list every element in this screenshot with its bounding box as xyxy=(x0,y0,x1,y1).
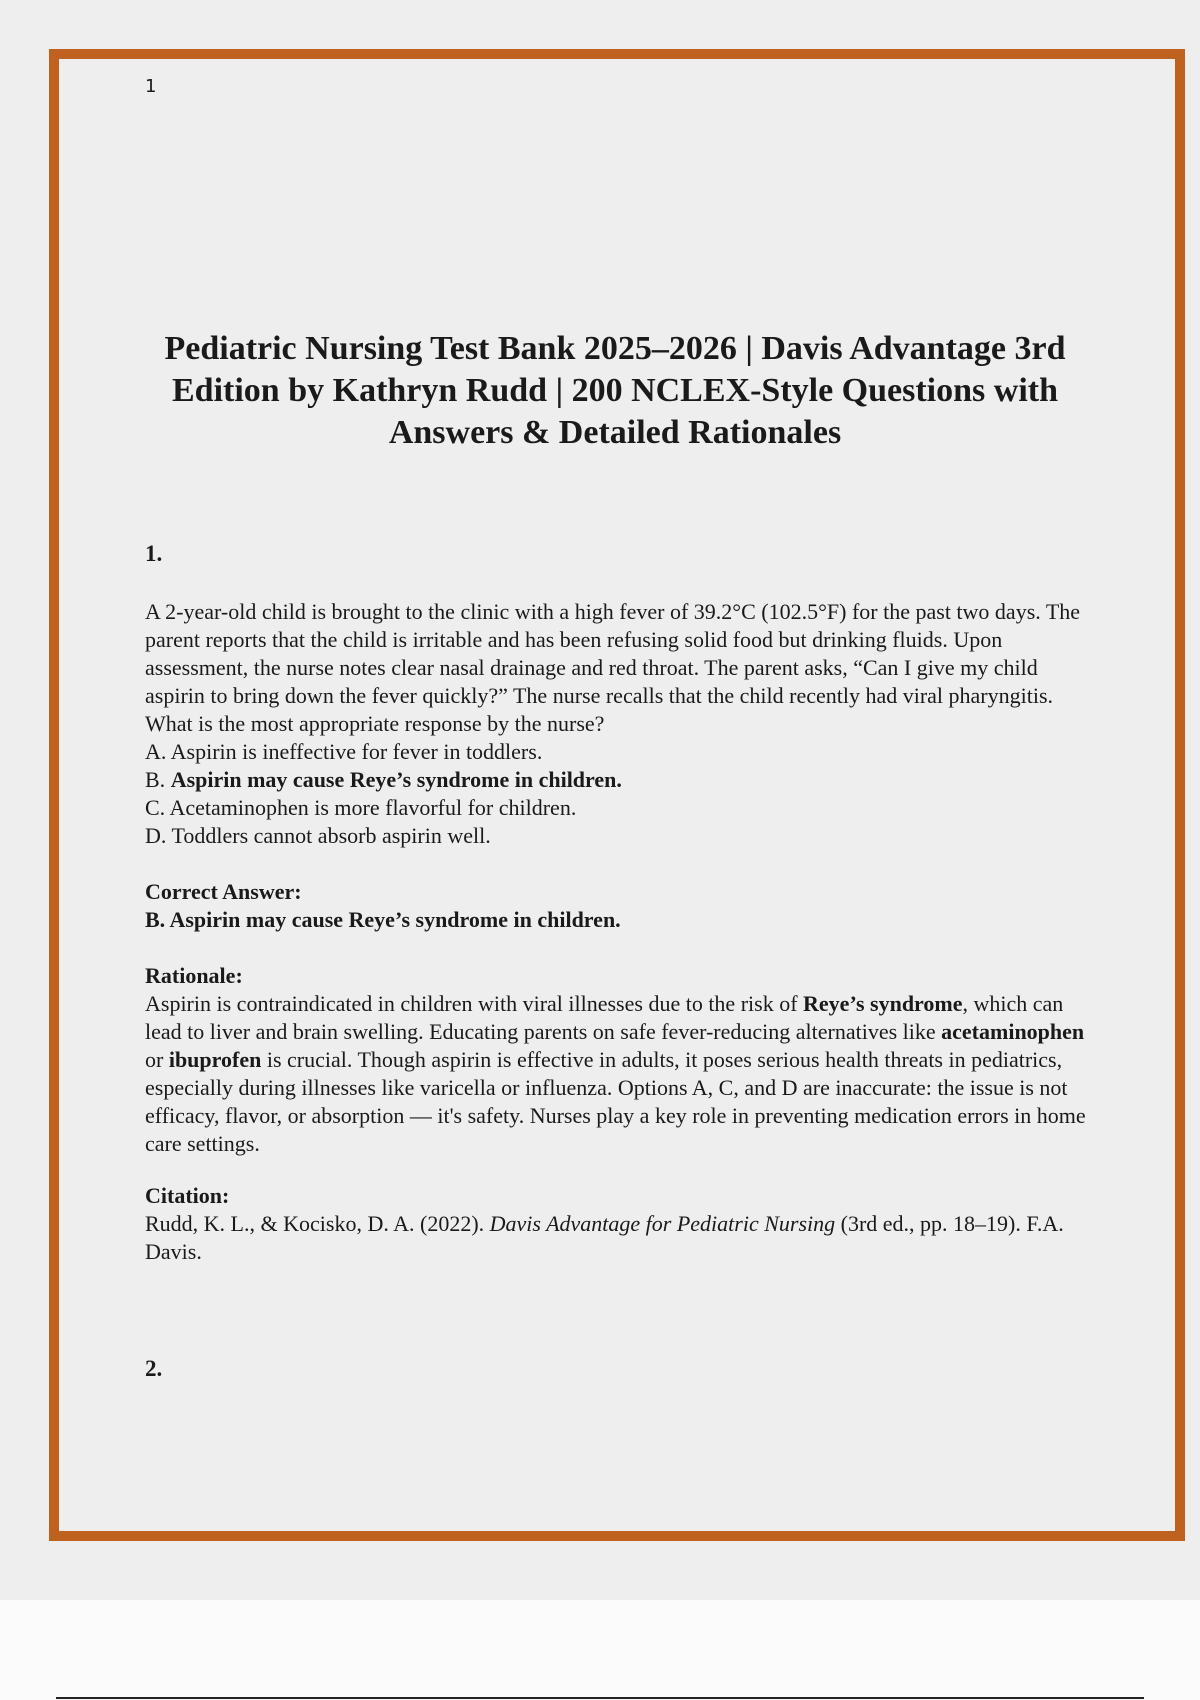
citation-text: Rudd, K. L., & Kocisko, D. A. (2022). Davis Advantage for Pediatric Nursing (3rd ed., pp. 18–19). F.A. Davis. xyxy=(145,1211,1064,1264)
question-stem: A 2-year-old child is brought to the clinic with a high fever of 39.2°C (102.5°F) for the past two days. The parent reports that the child is irritable and has been refusing solid food but drinking fluids. Upon assessment, the nurse notes clear nasal drainage and red throat. The parent asks, “Can I give my child aspirin to bring down the fever quickly?” The nurse recalls that the child recently had viral pharyngitis. What is the most appropriate response by the nurse? xyxy=(145,599,1081,736)
term-reyes-syndrome: Reye’s syndrome xyxy=(803,991,963,1016)
correct-answer: B. Aspirin may cause Reye’s syndrome in children. xyxy=(145,907,621,932)
correct-answer-label: Correct Answer: xyxy=(145,879,302,904)
option-d: D. Toddlers cannot absorb aspirin well. xyxy=(145,823,491,848)
option-b-letter: B. xyxy=(145,767,171,792)
option-a: A. Aspirin is ineffective for fever in toddlers. xyxy=(145,739,543,764)
page-number: 1 xyxy=(145,76,157,97)
question-number: 1. xyxy=(145,541,163,566)
citation-label: Citation: xyxy=(145,1183,230,1208)
next-page-preview xyxy=(0,1600,1200,1700)
divider-line xyxy=(56,1697,1144,1699)
document-title: Pediatric Nursing Test Bank 2025–2026 | Davis Advantage 3rd Edition by Kathryn Rudd | 200 NCLEX-Style Questions with Answers & Detailed Rationales xyxy=(164,330,1066,451)
question-2-number: 2. xyxy=(145,1356,163,1381)
option-b-text: Aspirin may cause Reye’s syndrome in children. xyxy=(170,767,622,792)
term-ibuprofen: ibuprofen xyxy=(168,1047,262,1072)
rationale-label: Rationale: xyxy=(145,963,243,988)
option-c: C. Acetaminophen is more flavorful for children. xyxy=(145,795,577,820)
option-b xyxy=(145,766,1095,794)
term-acetaminophen: acetaminophen xyxy=(941,1019,1085,1044)
rationale-text: Aspirin is contraindicated in children with viral illnesses due to the risk of Reye’s syndrome, which can lead to liver and brain swelling. Educating parents on safe fever-reducing alternatives like acetaminophen or ibuprofen is crucial. Though aspirin is effective in adults, it poses serious health threats in pediatrics, especially during illnesses like varicella or influenza. Options A, C, and D are inaccurate: the issue is not efficacy, flavor, or absorption — it's safety. Nurses play a key role in preventing medication errors in home care settings. xyxy=(145,991,1086,1156)
citation-book-title: Davis Advantage for Pediatric Nursing xyxy=(489,1211,836,1236)
question-1 xyxy=(145,540,1095,1266)
